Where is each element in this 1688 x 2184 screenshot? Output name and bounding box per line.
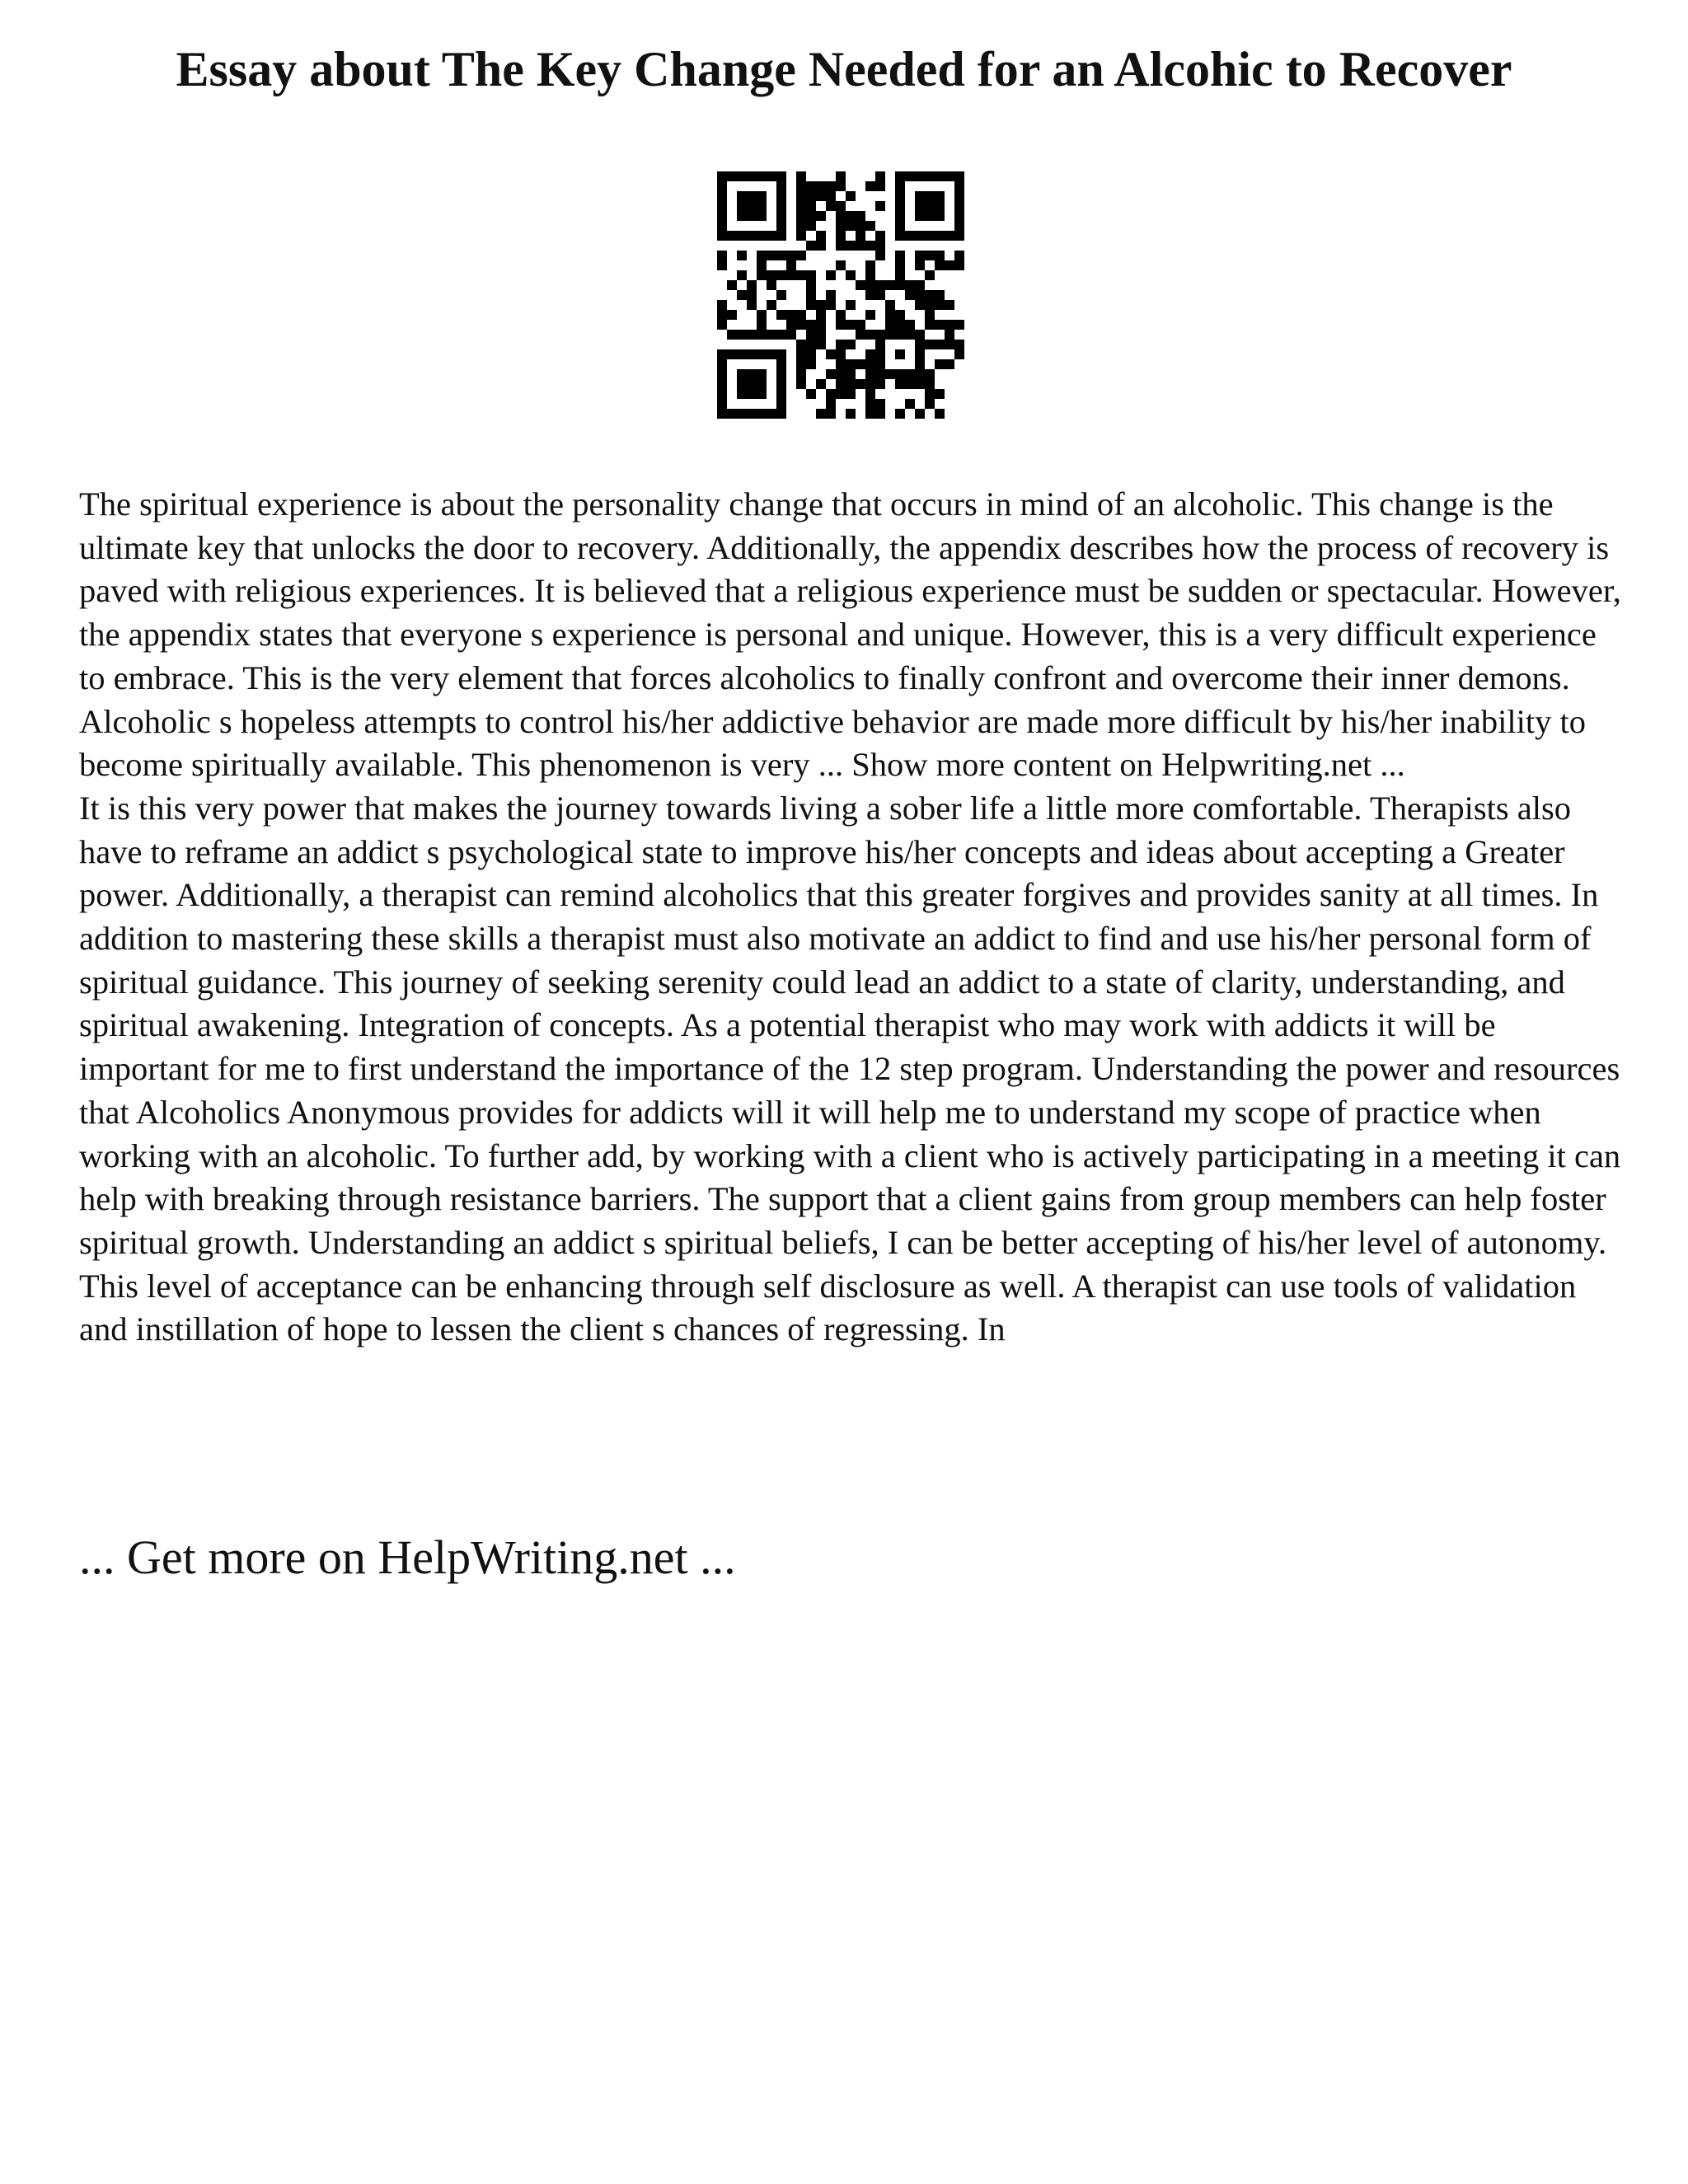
qr-code-icon <box>717 171 964 419</box>
essay-paragraph: It is this very power that makes the journey towards living a sober life a little more comfortable. Therapists also have to reframe an addict s psychological state to improve his/her concepts and ideas about accepting a Greater power. Additionally, a therapist can remind alcoholics that this greater forgives and provides sanity at all times. In addition to mastering these skills a therapist must also motivate an addict to find and use his/her personal form of spiritual guidance. This journey of seeking serenity could lead an addict to a state of clarity, understanding, and spiritual awakening. Integration of concepts. As a potential therapist who may work with addicts it will be important for me to first understand the importance of the 12 step program. Understanding the power and resources that Alcoholics Anonymous provides for addicts will it will help me to understand my scope of practice when working with an alcoholic. To further add, by working with a client who is actively participating in a meeting it can help with breaking through resistance barriers. The support that a client gains from group members can help foster spiritual growth. Understanding an addict s spiritual beliefs, I can be better accepting of his/her level of autonomy. This level of acceptance can be enhancing through self disclosure as well. A therapist can use tools of validation and instillation of hope to lessen the client s chances of regressing. In <box>79 789 1621 1348</box>
page-title: Essay about The Key Change Needed for an Alcohic to Recover <box>176 42 1512 96</box>
essay-body <box>79 483 1629 1352</box>
get-more-link[interactable]: ... Get more on HelpWriting.net ... <box>79 1530 736 1584</box>
essay-paragraph: The spiritual experience is about the personality change that occurs in mind of an alcoholic. This change is the ultimate key that unlocks the door to recovery. Additionally, the appendix describes how the process of recovery is paved with religious experiences. It is believed that a religious experience must be sudden or spectacular. However, the appendix states that everyone s experience is personal and unique. However, this is a very difficult experience to embrace. This is the very element that forces alcoholics to finally confront and overcome their inner demons. Alcoholic s hopeless attempts to control his/her addictive behavior are made more difficult by his/her inability to become spiritually available. This phenomenon is very ... Show more content on Helpwriting.net ... <box>79 485 1621 784</box>
